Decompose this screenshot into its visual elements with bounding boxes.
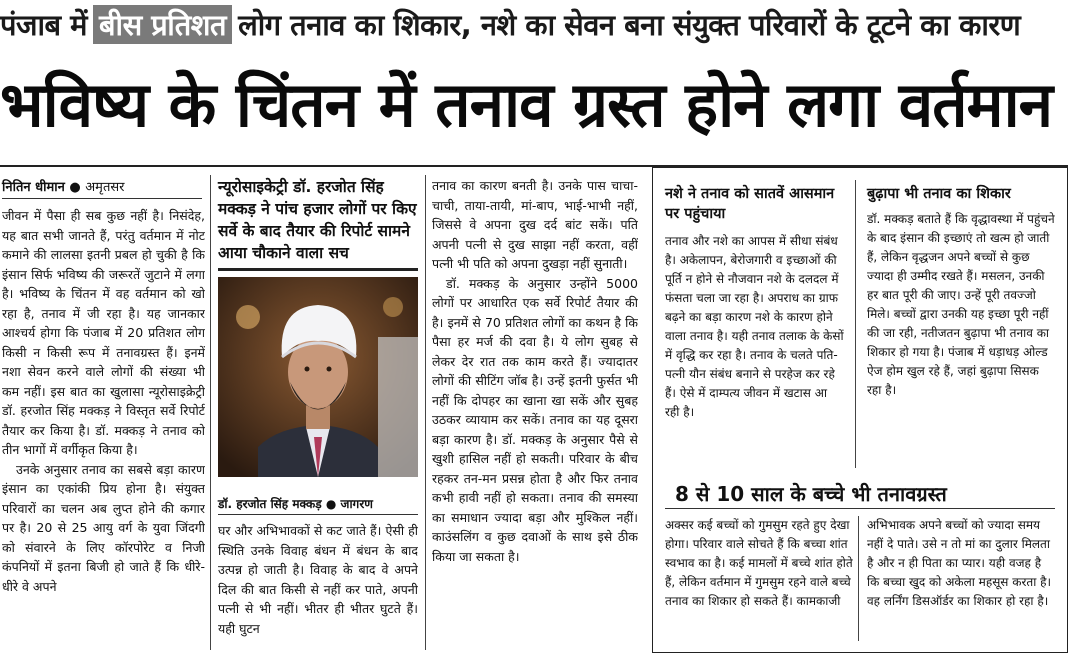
box-left-heading: नशे ने तनाव को सातवें आसमान पर पहुंचाया: [665, 186, 835, 222]
column-3: [432, 176, 638, 650]
column-divider: [210, 175, 211, 650]
col1-paragraph-1: जीवन में पैसा ही सब कुछ नहीं है। निसंदेह, यह बात सभी जानते हैं, परंतु वर्तमान में नोट कमाने की लालसा इतनी प्रबल हो चुकी है कि इंसान सिर्फ भविष्य की जरूरतें जुटाने में लगा है। भविष्य के चिंतन में वह वर्तमान को खो रहा है, तनाव में जी रहा है। यह जानकार आश्चर्य होगा कि पंजाब में 20 प्रतिशत लोग किसी न किसी रूप में तनावग्रस्त हैं। इनमें नशा सेवन करने वाले लोगों की संख्या भी कम नहीं। इस बात का खुलासा न्यूरोसाइक्रेट्री डॉ. हरजोत सिंह मक्कड़ ने विस्तृत सर्वे रिपोर्ट तैयार कर किया है। डॉ. मक्कड़ ने तनाव को तीन भागों में वर्गीकृत किया है।: [2, 208, 205, 457]
kicker-post: लोग तनाव का शिकार, नशे का सेवन बना संयुक्त परिवारों के टूटने का कारण: [238, 7, 1021, 42]
box-right-heading: बुढ़ापा भी तनाव का शिकार: [867, 186, 1011, 202]
kicker-highlight: बीस प्रतिशत: [93, 5, 232, 44]
box-left-text: तनाव और नशे का आपस में सीधा संबंध है। अकेलापन, बेरोजगारी व इच्छाओं की पूर्ति न होने से नौजवान नशे के दलदल में फंसता चला जा रहा है। अपराध का ग्राफ बढ़ने का बड़ा कारण नशे के कारण होने वाला तनाव है। यही तनाव तलाक के केसों में वृद्धि कर रहा है। तनाव के चलते पति-पत्नी यौन संबंध बनाने से परहेज कर रहे हैं। ऐसे में दाम्पत्य जीवन में खटास आ रही है।: [665, 234, 844, 419]
byline-author: नितिन धीमान: [2, 180, 65, 195]
col2-paragraph: घर और अभिभावकों से कट जाते हैं। ऐसी ही स्थिति उनके विवाह बंधन में बंधन के बाद उत्पन्न हो जाती है। विवाह के बाद वे अपने दिल की बात किसी से नहीं कर पाते, अपनी पत्नी से भी नहीं। भीतर ही भीतर घुटते हैं। यही घुटन: [218, 523, 418, 636]
box-bottom-divider: [858, 516, 859, 641]
box-right-text: डॉ. मक्कड़ बताते हैं कि वृद्धावस्था में पहुंचने के बाद इंसान की इच्छाएं तो खत्म हो जाती हैं, लेकिन वृद्धजन अपने बच्चों से कुछ ज्यादा ही उम्मीद रखते हैं। मसलन, उनकी हर बात पूरी की जाए। उन्हें पूरी तवज्जो मिले। बच्चों द्वारा उनकी यह इच्छा पूरी नहीं की जा रही, नतीजतन बुढ़ापा भी तनाव का शिकार हो गया है। पंजाब में धड़ाधड़ ओल्ड ऐज होम खुल रहे हैं, जहां बुढ़ापा सिसक रहा है।: [867, 212, 1055, 397]
column-divider: [425, 175, 426, 650]
column-2-text: [218, 521, 418, 651]
byline-location: अमृतसर: [85, 180, 125, 195]
portrait-photo: [218, 277, 418, 477]
sidebar-box: [652, 167, 1068, 653]
photo-caption: [218, 495, 418, 512]
box-inner-divider: [855, 180, 856, 468]
col3-paragraph-1: तनाव का कारण बनती है। उनके पास चाचा-चाची, ताया-तायी, मां-बाप, भाई-भाभी नहीं, जिससे वे अपना दुख दर्द बांट सकें। पति अपनी पत्नी से दुख साझा नहीं करता, वहीं पत्नी भी पति को अपना दुखड़ा नहीं सुनाती।: [432, 178, 638, 271]
box-bottom-right-text: अभिभावक अपने बच्चों को ज्यादा समय नहीं दे पाते। उसे न तो मां का दुलार मिलता है और न ही पिता का प्यार। यही वजह है कि बच्चा खुद को अकेला महसूस करता है। वह लर्निंग डिसऑर्डर का शिकार हो रहा है।: [867, 518, 1052, 608]
byline-dot: ●: [69, 180, 86, 195]
kicker-pre: पंजाब में: [0, 7, 87, 42]
column-1: [2, 206, 205, 650]
subhead-rule: [218, 268, 418, 271]
caption-name: डॉ. हरजोत सिंह मक्कड़: [218, 497, 322, 511]
column-2-subhead: न्यूरोसाइकेट्री डॉ. हरजोत सिंह मक्कड़ ने पांच हजार लोगों पर किए सर्वे के बाद तैयार की रिपोर्ट सामने आया चौकाने वाला सच: [218, 178, 417, 262]
main-headline: भविष्य के चिंतन में तनाव ग्रस्त होने लगा वर्तमान: [0, 68, 1053, 141]
caption-dot: ●: [325, 497, 341, 511]
kicker-headline: [0, 0, 1068, 48]
caption-source: जागरण: [340, 497, 373, 511]
col1-paragraph-2: उनके अनुसार तनाव का सबसे बड़ा कारण इंसान का एकांकी प्रिय होना है। संयुक्त परिवारों का चलन अब लुप्त होने की कगार पर है। 20 से 25 आयु वर्ग के युवा जिंदगी को संवारने के लिए कॉरपोरेट व निजी कंपनियों में इतना बिजी हो जाते हैं कि धीरे-धीरे वे अपने: [2, 461, 205, 594]
col3-paragraph-2: डॉ. मक्कड़ के अनुसार उन्होंने 5000 लोगों पर आधारित एक सर्वे रिपोर्ट तैयार की है। इनमें से 70 प्रतिशत लोगों का कथन है कि पैसा हर मर्ज की दवा है। ये लोग सुबह से लेकर देर रात तक काम करते हैं। ज्यादातर लोगों की सीटिंग जॉब है। उन्हें इतनी फुर्सत भी नहीं कि दोपहर का खाना खा सकें और सुबह उठकर व्यायाम कर सकें। तनाव का यह दूसरा बड़ा कारण है। डॉ. मक्कड़ के अनुसार पैसे से खुशी हासिल नहीं हो सकती। परिवार के बीच रहकर तन-मन प्रसन्न होता है और फिर तनाव कभी हावी नहीं हो सकता। तनाव की समस्या का समाधान ज्यादा बड़ा और मुश्किल नहीं। काउंसलिंग व कुछ दवाओं के साथ इसे ठीक किया जा सकता है।: [432, 275, 638, 564]
box-bottom-rule: [665, 508, 1055, 509]
byline-rule: [2, 198, 202, 199]
box-bottom-title: 8 से 10 साल के बच्चे भी तनावग्रस्त: [675, 482, 947, 506]
box-bottom-left-text: अक्सर कई बच्चों को गुमसुम रहते हुए देखा होगा। परिवार वाले सोचते हैं कि बच्चा शांत स्वभाव का है। कई मामलों में बच्चे शांत होते हैं, लेकिन वर्तमान में गुमसुम रहने वाले बच्चे तनाव का शिकार हो सकते हैं। कामकाजी: [665, 518, 853, 608]
portrait-illustration: [218, 277, 418, 477]
byline: [2, 177, 207, 195]
caption-rule: [218, 514, 418, 515]
